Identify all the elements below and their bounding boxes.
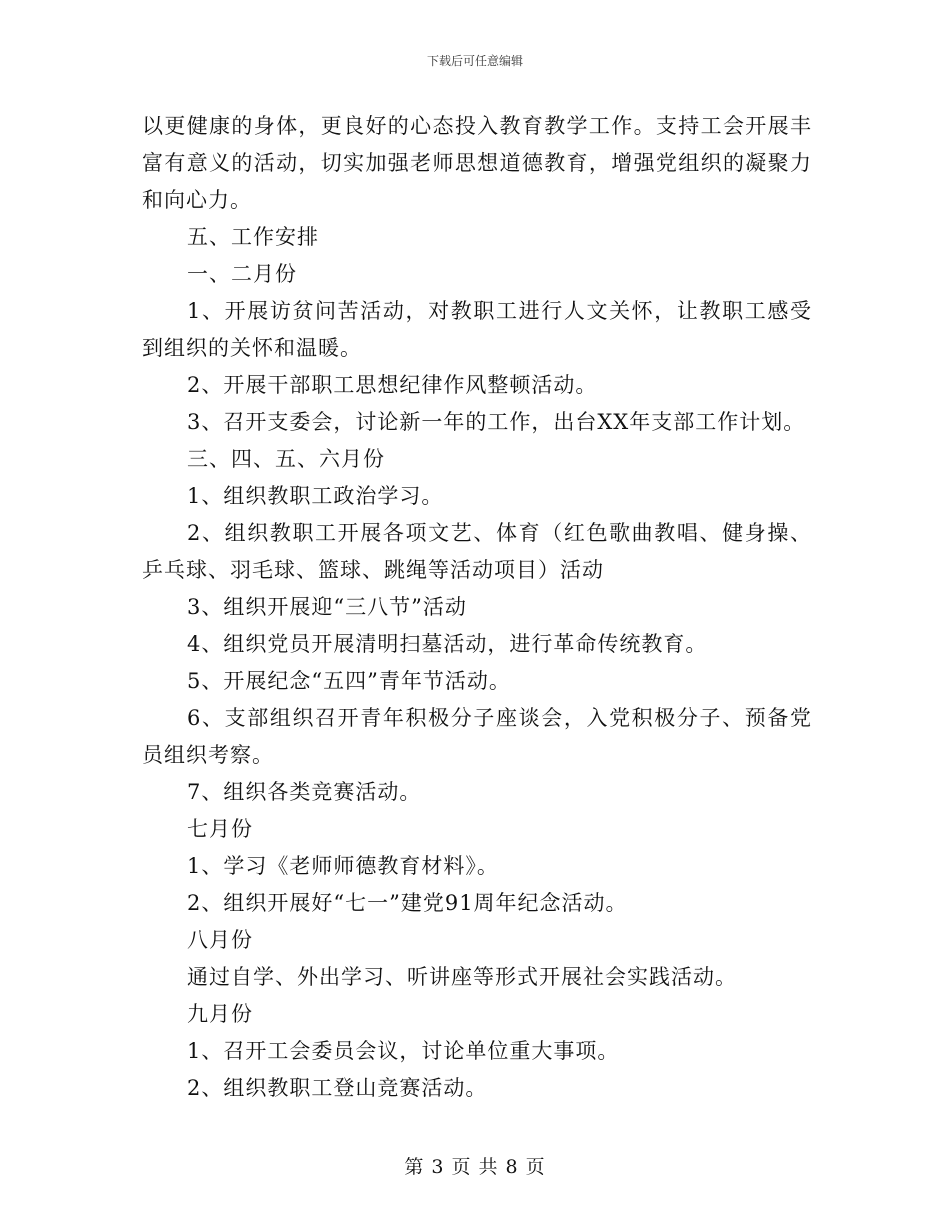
list-item: 2、组织教职工登山竞赛活动。 — [187, 1076, 488, 1100]
list-item: 2、开展干部职工思想纪律作风整顿活动。 — [187, 373, 598, 397]
list-item: 6、支部组织召开青年积极分子座谈会，入党积极分子、预备党员组织考察。 — [142, 706, 812, 767]
list-item: 1、开展访贫问苦活动，对教职工进行人文关怀，让教职工感受到组织的关怀和温暖。 — [142, 299, 812, 360]
document-body — [142, 108, 812, 1107]
list-item: 1、学习《老师师德教育材料》。 — [187, 854, 499, 878]
month-heading: 八月份 — [187, 928, 253, 952]
list-item: 5、开展纪念“五四”青年节活动。 — [187, 669, 511, 693]
month-heading: 九月份 — [187, 1002, 253, 1026]
section-heading: 五、工作安排 — [187, 225, 319, 249]
list-item: 1、组织教职工政治学习。 — [187, 484, 444, 508]
page-header: 下载后可任意编辑 — [426, 54, 523, 68]
list-item: 4、组织党员开展清明扫墓活动，进行革命传统教育。 — [187, 632, 708, 656]
list-item: 3、组织开展迎“三八节”活动 — [187, 595, 467, 619]
list-item: 7、组织各类竞赛活动。 — [187, 780, 422, 804]
paragraph: 以更健康的身体，更良好的心态投入教育教学工作。支持工会开展丰富有意义的活动，切实加强老师思想道德教育，增强党组织的凝聚力和向心力。 — [142, 114, 812, 212]
list-item: 通过自学、外出学习、听讲座等形式开展社会实践活动。 — [187, 965, 737, 989]
list-item: 2、组织教职工开展各项文艺、体育（红色歌曲教唱、健身操、乒乓球、羽毛球、篮球、跳绳等活动项目）活动 — [142, 521, 812, 582]
month-heading: 一、二月份 — [187, 262, 297, 286]
page-footer: 第 3 页 共 8 页 — [404, 1156, 546, 1178]
list-item: 2、组织开展好“七一”建党91周年纪念活动。 — [187, 891, 628, 915]
list-item: 3、召开支委会，讨论新一年的工作，出台XX年支部工作计划。 — [187, 410, 806, 434]
month-heading: 三、四、五、六月份 — [187, 447, 385, 471]
month-heading: 七月份 — [187, 817, 253, 841]
list-item: 1、召开工会委员会议，讨论单位重大事项。 — [187, 1039, 620, 1063]
